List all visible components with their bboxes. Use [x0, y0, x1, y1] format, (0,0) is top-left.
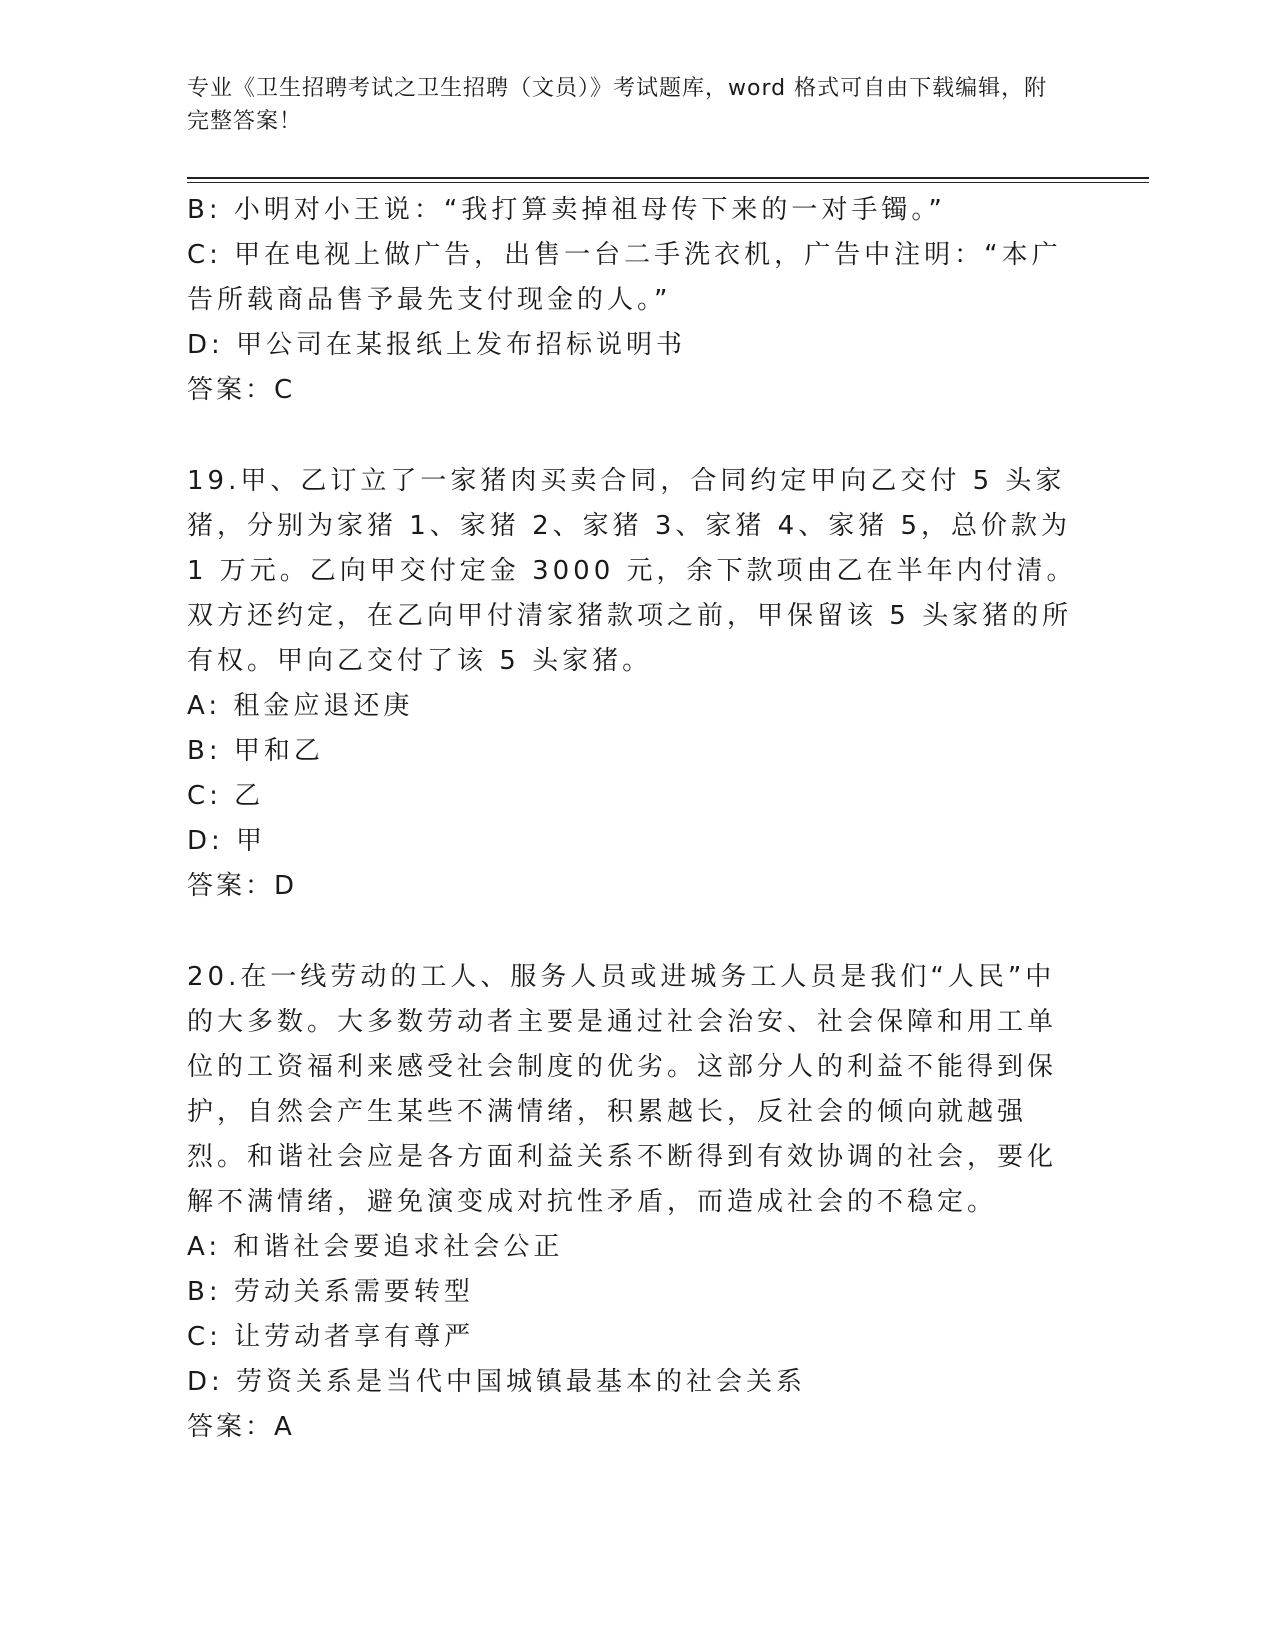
question-content	[187, 188, 1077, 1450]
document-header	[187, 72, 1067, 138]
option-c: C: 让劳动者享有尊严	[187, 1322, 475, 1352]
answer-line: 答案：A	[187, 1412, 295, 1442]
header-rule-thin	[187, 182, 1149, 183]
spacer	[187, 413, 1077, 459]
answer-line: 答案：D	[187, 871, 298, 901]
question-19-block	[187, 459, 1077, 909]
option-b: B: 劳动关系需要转型	[187, 1277, 474, 1307]
prev-question-block	[187, 188, 1077, 413]
answer-line: 答案：C	[187, 375, 296, 405]
header-text: 专业《卫生招聘考试之卫生招聘（文员）》考试题库，word 格式可自由下载编辑，附完整答案！	[187, 76, 1048, 134]
option-c: C: 甲在电视上做广告，出售一台二手洗衣机，广告中注明：“本广告所载商品售予最先支付现金的人。”	[187, 240, 1062, 315]
option-a: A: 租金应退还庚	[187, 691, 414, 721]
question-20-block	[187, 955, 1077, 1450]
option-a: A: 和谐社会要追求社会公正	[187, 1232, 564, 1262]
option-b: B: 小明对小王说：“我打算卖掉祖母传下来的一对手镯。”	[187, 195, 946, 225]
header-rule-thick	[187, 177, 1149, 179]
option-d: D: 甲	[187, 826, 267, 856]
option-d: D: 劳资关系是当代中国城镇最基本的社会关系	[187, 1367, 807, 1397]
spacer	[187, 909, 1077, 955]
question-19-stem: 19.甲、乙订立了一家猪肉买卖合同，合同约定甲向乙交付 5 头家猪，分别为家猪 1、家猪 2、家猪 3、家猪 4、家猪 5，总价款为 1 万元。乙向甲交付定金 3000 元，余下款项由乙在半年内付清。双方还约定，在乙向甲付清家猪款项之前，甲保留该 5 头家猪的所有权。甲向乙交付了该 5 头家猪。	[187, 466, 1077, 676]
option-d: D: 甲公司在某报纸上发布招标说明书	[187, 330, 687, 360]
option-c: C: 乙	[187, 781, 265, 811]
option-b: B: 甲和乙	[187, 736, 324, 766]
question-20-stem: 20.在一线劳动的工人、服务人员或进城务工人员是我们“人民”中的大多数。大多数劳动者主要是通过社会治安、社会保障和用工单位的工资福利来感受社会制度的优劣。这部分人的利益不能得到保护，自然会产生某些不满情绪，积累越长，反社会的倾向就越强烈。和谐社会应是各方面利益关系不断得到有效协调的社会，要化解不满情绪，避免演变成对抗性矛盾，而造成社会的不稳定。	[187, 962, 1058, 1217]
